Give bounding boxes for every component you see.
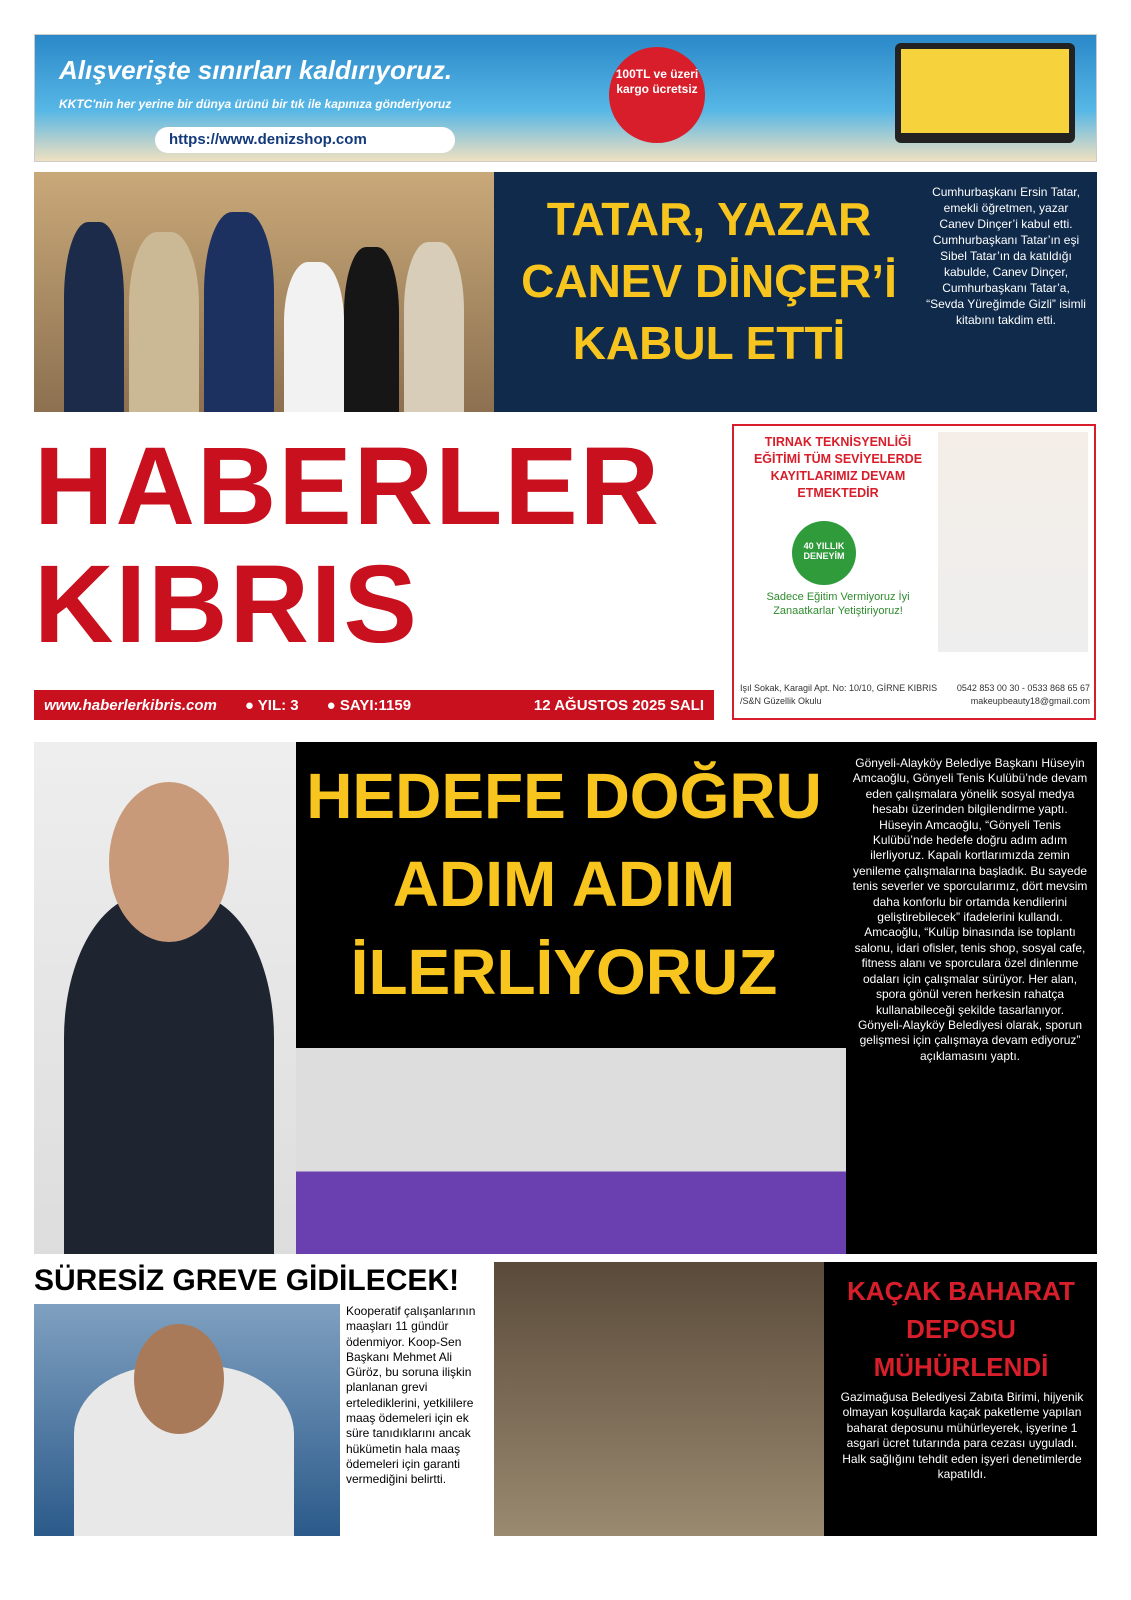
- ad2-title: TIRNAK TEKNİSYENLİĞİ EĞİTİMİ TÜM SEVİYELERDE KAYITLARIMIZ DEVAM ETMEKTEDİR: [753, 435, 923, 500]
- date: 12 AĞUSTOS 2025 SALI: [533, 696, 704, 714]
- ad2-phone: 0542 853 00 30 - 0533 868 65 67: [956, 683, 1090, 693]
- top-story-text: Cumhurbaşkanı Ersin Tatar, emekli öğretmen, yazar Canev Dinçer’i kabul etti. Cumhurbaşkanı Tatar’ın eşi Sibel Tatar’ın da katıldığı kabulde, Canev Dinçer, Cumhurbaşkanı Tatar’a, “Sevda Yüreğimde Gizli” isimli kitabını takdim etti.: [926, 185, 1086, 327]
- mayor-photo: [34, 742, 296, 1254]
- issue: ● SAYI:1159: [326, 696, 412, 714]
- ad-headline: Alışverişte sınırları kaldırıyoruz.: [59, 55, 453, 85]
- denizshop-ad[interactable]: [34, 34, 1097, 162]
- union-leader-photo: [34, 1304, 340, 1536]
- site-url[interactable]: www.haberlerkibris.com: [44, 696, 217, 714]
- nail-school-ad[interactable]: [732, 424, 1096, 720]
- ad2-email: makeupbeauty18@gmail.com: [970, 696, 1090, 706]
- masthead-logo: [34, 425, 714, 688]
- main-story: [34, 742, 1097, 1254]
- spice-depot-photo: [494, 1262, 824, 1536]
- ad-url[interactable]: https://www.denizshop.com: [155, 127, 455, 153]
- spice-headline[interactable]: KAÇAK BAHARAT DEPOSU MÜHÜRLENDİ: [847, 1276, 1075, 1382]
- reception-photo: [34, 172, 494, 412]
- strike-headline[interactable]: SÜRESİZ GREVE GİDİLECEK!: [34, 1264, 460, 1297]
- year: ● YIL: 3: [244, 696, 299, 714]
- spice-story: [494, 1262, 1097, 1536]
- ad2-address: Işıl Sokak, Karagil Apt. No: 10/10, GİRNE KIBRIS: [740, 683, 938, 693]
- experience-badge: 40 YILLIK DENEYİM: [792, 521, 856, 585]
- logo-line1: HABERLER: [34, 425, 662, 548]
- nail-image: [938, 432, 1088, 652]
- shipping-badge: 100TL ve üzeri kargo ücretsiz: [609, 47, 705, 143]
- strike-text: Kooperatif çalışanlarının maaşları 11 gündür ödenmiyor. Koop-Sen Başkanı Mehmet Ali Güröz, bu soruna ilişkin planlanan grevi ertelediklerini, yetkililere maaş ödemeleri için ek süre tanıdıklarını ancak hükümetin hala maaş ödemeleri için garanti vermediğini belirtti.: [346, 1304, 476, 1487]
- ad2-social: /S&N Güzellik Okulu: [740, 696, 822, 706]
- spice-text: Gazimağusa Belediyesi Zabıta Birimi, hijyenik olmayan koşullarda kaçak paketleme yapılan baharat deposunu mühürleyerek, işyerine 1 asgari ücret tutarında para cezası uyguladı. Halk sağlığını tehdit eden işyeri denetimlerde kapatıldı.: [840, 1390, 1084, 1482]
- masthead-bar: [34, 690, 714, 720]
- ad2-contact: [740, 682, 1090, 708]
- tennis-court-photo: [296, 1048, 846, 1254]
- ad-device-image: [895, 43, 1075, 143]
- main-headline[interactable]: HEDEFE DOĞRU ADIM ADIM İLERLİYORUZ: [306, 760, 822, 1008]
- logo-line2: KIBRIS: [34, 543, 419, 666]
- top-story-title[interactable]: TATAR, YAZAR CANEV DİNÇER’İ KABUL ETTİ: [521, 193, 897, 369]
- top-story: [494, 172, 1097, 412]
- main-text: Gönyeli-Alayköy Belediye Başkanı Hüseyin Amcaoğlu, Gönyeli Tenis Kulübü’nde devam eden çalışmalara yönelik sosyal medya hesabı üzerinden bilgilendirme yaptı. Hüseyin Amcaoğlu, “Gönyeli Tenis Kulübü’nde hedefe doğru adım adım ilerliyoruz. Kapalı kortlarımızda zemin yenileme çalışmalarına başladık. Bu sayede tenis severler ve sporcularımız, dört mevsim daha konforlu bir ortamda kendilerini geliştirebilecek” ifadelerini kullandı. Amcaoğlu, “Kulüp binasında ise toplantı salonu, idari ofisler, tenis shop, sosyal cafe, fitness alanı ve sporculara özel dinlenme odaları için çalışmalar sürüyor. Her alan, spora gönül veren herkesin rahatça kullanabileceği şekilde tasarlanıyor. Gönyeli-Alayköy Belediyesi olarak, sporun gelişmesi için çalışmaya devam ediyoruz” açıklamasını yaptı.: [852, 756, 1088, 1063]
- ad2-slogan: Sadece Eğitim Vermiyoruz İyi Zanaatkarlar Yetiştiriyoruz!: [766, 591, 910, 617]
- ad-subline: KKTC'nin her yerine bir dünya ürünü bir tık ile kapınıza gönderiyoruz: [59, 97, 452, 111]
